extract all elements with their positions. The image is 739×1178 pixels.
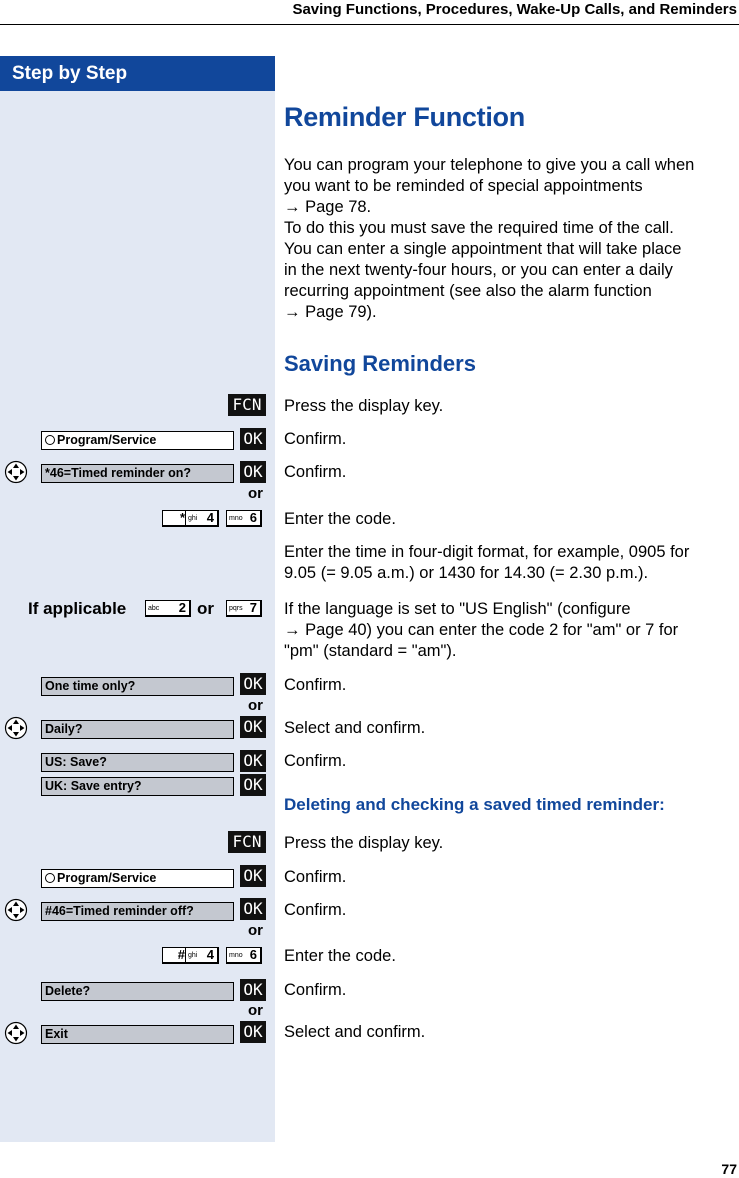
key-sub-label: mno (229, 515, 243, 522)
ok-key[interactable]: OK (240, 750, 266, 772)
delete-display[interactable]: Delete? (41, 982, 234, 1001)
ok-key[interactable]: OK (240, 865, 266, 887)
navigation-arrows-icon (4, 898, 28, 922)
step-text: Enter the code. (284, 510, 396, 528)
key-label: * (179, 510, 185, 525)
key-label: 6 (249, 510, 257, 525)
dial-key-4[interactable] (185, 947, 219, 964)
navigation-arrows-icon (4, 460, 28, 484)
navigation-arrows-icon (4, 1021, 28, 1045)
ok-key[interactable]: OK (240, 898, 266, 920)
step-text: Select and confirm. (284, 1023, 426, 1041)
or-label: or (248, 922, 263, 939)
daily-display[interactable]: Daily? (41, 720, 234, 739)
key-label: 7 (249, 600, 257, 615)
dial-key-4[interactable] (185, 510, 219, 527)
dial-key-6[interactable] (226, 947, 262, 964)
page-number: 77 (721, 1161, 737, 1177)
lang-line: → Page 40) you can enter the code 2 for "am" or 7 for (284, 621, 679, 639)
step-text: Confirm. (284, 868, 347, 886)
ok-key[interactable]: OK (240, 774, 266, 796)
key-sub-label: ghi (188, 952, 198, 959)
ok-key[interactable]: OK (240, 673, 266, 695)
uk-save-display[interactable]: UK: Save entry? (41, 777, 234, 796)
us-save-display[interactable]: US: Save? (41, 753, 234, 772)
key-sub-label: pqrs (229, 605, 243, 612)
radio-circle-icon (45, 873, 55, 883)
step-text: Confirm. (284, 981, 347, 999)
header-title: Saving Functions, Procedures, Wake-Up Calls, and Reminders (292, 1, 737, 18)
ok-key[interactable]: OK (240, 428, 266, 450)
section-title: Reminder Function (284, 102, 525, 132)
key-sub-label: abc (148, 605, 160, 612)
intro-line: You can program your telephone to give you a call when (284, 156, 695, 174)
dial-key-7[interactable] (226, 600, 262, 617)
step-text: Confirm. (284, 901, 347, 919)
fcn-key[interactable]: FCN (228, 831, 266, 853)
ok-key[interactable]: OK (240, 461, 266, 483)
radio-circle-icon (45, 435, 55, 445)
dial-key-2[interactable] (145, 600, 191, 617)
step-text: Confirm. (284, 430, 347, 448)
key-label: 6 (249, 947, 257, 962)
or-label: or (248, 485, 263, 502)
time-line: Enter the time in four-digit format, for example, 0905 for (284, 543, 690, 561)
time-line: 9.05 (= 9.05 a.m.) or 1430 for 14.30 (= 2.30 p.m.). (284, 564, 649, 582)
saving-reminders-title: Saving Reminders (284, 351, 476, 376)
fcn-key[interactable]: FCN (228, 394, 266, 416)
ok-key[interactable]: OK (240, 1021, 266, 1043)
timed-reminder-off-display[interactable]: #46=Timed reminder off? (41, 902, 234, 921)
or-label: or (248, 697, 263, 714)
if-applicable-label (28, 599, 126, 619)
key-label: # (177, 947, 185, 962)
program-service-label: Program/Service (57, 433, 157, 447)
or-label: or (248, 1002, 263, 1019)
intro-line: → Page 78. (284, 198, 372, 216)
key-label: 2 (178, 600, 186, 615)
key-sub-label: ghi (188, 515, 198, 522)
key-sub-label: mno (229, 952, 243, 959)
step-text: Press the display key. (284, 397, 444, 415)
key-label: 4 (206, 947, 214, 962)
step-text: Confirm. (284, 676, 347, 694)
star-prefix: * (45, 466, 50, 480)
intro-line: → Page 79). (284, 303, 377, 321)
time-format-paragraph (284, 542, 736, 584)
exit-display[interactable]: Exit (41, 1025, 234, 1044)
timed-reminder-on-display[interactable] (41, 464, 234, 483)
timed-reminder-on-label: 46=Timed reminder on? (49, 466, 192, 480)
if-applicable-text: If applicable (28, 599, 127, 618)
ok-key[interactable]: OK (240, 979, 266, 1001)
intro-line: To do this you must save the required time of the call. (284, 219, 674, 237)
step-text: Press the display key. (284, 834, 444, 852)
dial-key-6[interactable] (226, 510, 262, 527)
one-time-display[interactable]: One time only? (41, 677, 234, 696)
key-label: 4 (206, 510, 214, 525)
program-service-display[interactable] (41, 869, 234, 888)
step-text: Confirm. (284, 752, 347, 770)
step-by-step-title: Step by Step (0, 56, 275, 91)
ok-key[interactable]: OK (240, 716, 266, 738)
step-text: Enter the code. (284, 947, 396, 965)
deleting-title: Deleting and checking a saved timed reminder: (284, 795, 665, 814)
intro-line: You can enter a single appointment that will take place (284, 240, 682, 258)
intro-paragraph (284, 155, 736, 323)
program-service-label: Program/Service (57, 871, 157, 885)
header-rule (0, 24, 739, 25)
language-paragraph (284, 599, 736, 662)
if-or-label: or (197, 599, 214, 618)
lang-line: "pm" (standard = "am"). (284, 642, 457, 660)
program-service-display[interactable] (41, 431, 234, 450)
lang-line: If the language is set to "US English" (configure (284, 600, 631, 618)
intro-line: you want to be reminded of special appointments (284, 177, 643, 195)
intro-line: recurring appointment (see also the alarm function (284, 282, 652, 300)
intro-line: in the next twenty-four hours, or you can enter a daily (284, 261, 673, 279)
step-text: Confirm. (284, 463, 347, 481)
step-text: Select and confirm. (284, 719, 426, 737)
navigation-arrows-icon (4, 716, 28, 740)
page-header (0, 0, 739, 24)
